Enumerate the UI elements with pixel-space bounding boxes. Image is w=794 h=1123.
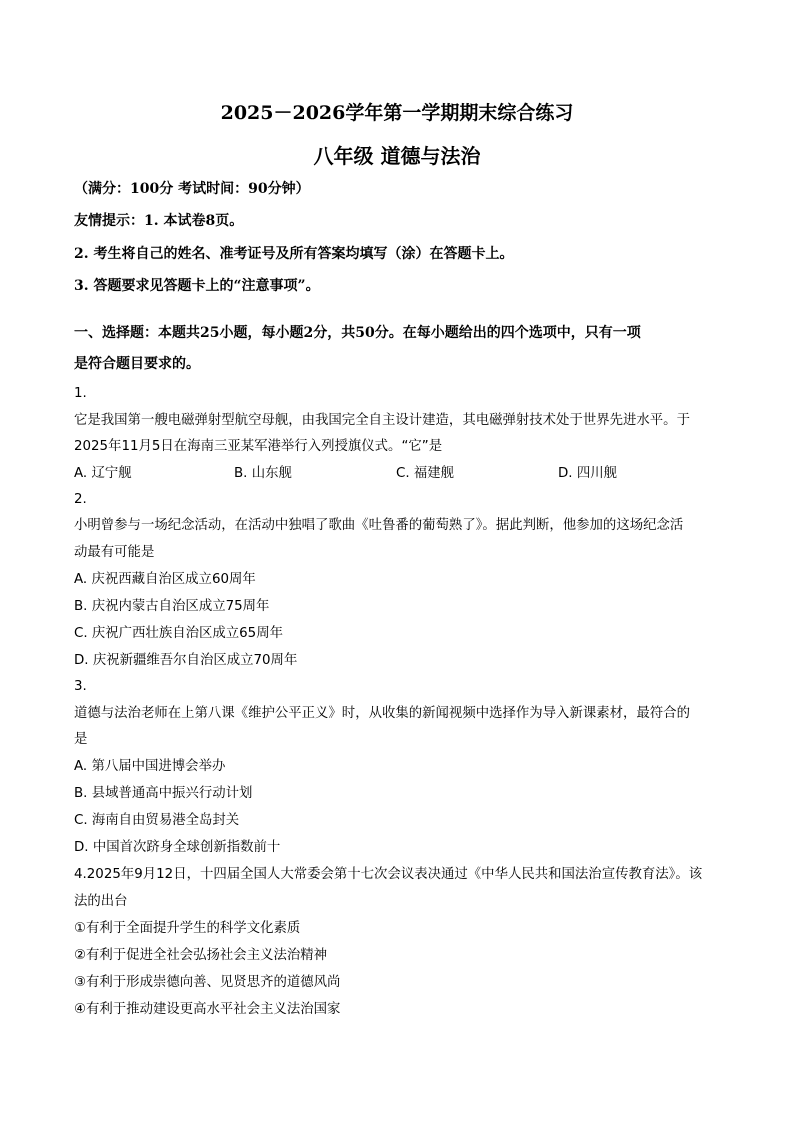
- section-heading-line-1: 一、选择题：本题共25小题，每小题2分，共50分。在每小题给出的四个选项中，只有一项: [74, 325, 641, 341]
- statement-item-2: ②有利于促进全社会弘扬社会主义法治精神: [74, 948, 328, 963]
- statement-item-1: ①有利于全面提升学生的科学文化素质: [74, 921, 301, 936]
- score-time-note: （满分：100分 考试时间：90分钟）: [74, 181, 310, 197]
- question-stem-line: 它是我国第一艘电磁弹射型航空母舰，由我国完全自主设计建造，其电磁弹射技术处于世界先进水平。于: [74, 413, 690, 428]
- statement-item-3: ③有利于形成崇德向善、见贤思齐的道德风尚: [74, 975, 341, 990]
- question-stem-line: 是: [74, 732, 88, 747]
- option-c: C. 海南自由贸易港全岛封关: [74, 813, 240, 828]
- question-stem-line: 小明曾参与一场纪念活动，在活动中独唱了歌曲《吐鲁番的葡萄熟了》。据此判断，他参加的这场纪念活: [74, 518, 684, 533]
- option-d: D. 庆祝新疆维吾尔自治区成立70周年: [74, 653, 298, 668]
- option-a: A. 第八届中国进博会举办: [74, 759, 226, 774]
- tip-line-1: 友情提示：1. 本试卷8页。: [74, 213, 244, 229]
- tip-line-2: 2. 考生将自己的姓名、准考证号及所有答案均填写（涂）在答题卡上。: [74, 246, 514, 262]
- question-number: 2.: [74, 492, 87, 507]
- question-number: 3.: [74, 679, 87, 694]
- tip-line-3: 3. 答题要求见答题卡上的“注意事项”。: [74, 278, 320, 294]
- option-b: B. 县域普通高中振兴行动计划: [74, 786, 253, 801]
- option-a: A. 庆祝西藏自治区成立60周年: [74, 572, 256, 587]
- question-number: 1.: [74, 386, 87, 401]
- option-c: C. 庆祝广西壮族自治区成立65周年: [74, 626, 283, 641]
- option-d: D. 四川舰: [558, 466, 617, 481]
- question-stem-line: 道德与法治老师在上第八课《维护公平正义》时，从收集的新闻视频中选择作为导入新课素材，最符合的: [74, 706, 690, 721]
- option-b: B. 庆祝内蒙古自治区成立75周年: [74, 599, 270, 614]
- question-stem-line: 法的出台: [74, 894, 128, 909]
- option-d: D. 中国首次跻身全球创新指数前十: [74, 840, 281, 855]
- question-stem-line: 2025年11月5日在海南三亚某军港举行入列授旗仪式。“它”是: [74, 439, 443, 454]
- option-b: B. 山东舰: [234, 466, 292, 481]
- statement-item-4: ④有利于推动建设更高水平社会主义法治国家: [74, 1002, 341, 1017]
- section-heading-line-2: 是符合题目要求的。: [74, 356, 200, 372]
- option-c: C. 福建舰: [396, 466, 455, 481]
- question-stem-line: 动最有可能是: [74, 545, 155, 560]
- exam-title: 2025－2026学年第一学期期末综合练习: [220, 102, 574, 124]
- exam-subtitle: 八年级 道德与法治: [313, 144, 481, 168]
- question-stem-line: 4.2025年9月12日，十四届全国人大常委会第十七次会议表决通过《中华人民共和国法治宣传教育法》。该: [74, 867, 703, 882]
- option-a: A. 辽宁舰: [74, 466, 132, 481]
